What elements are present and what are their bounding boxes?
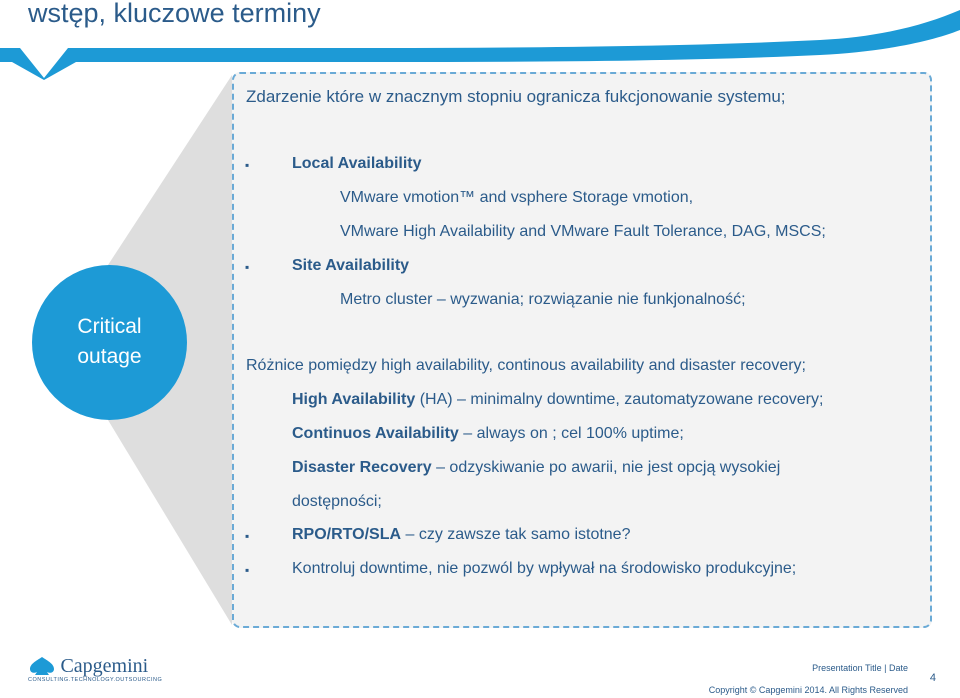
local-availability-heading: Local Availability xyxy=(292,155,422,172)
rpo-desc: – czy zawsze tak samo istotne? xyxy=(401,526,631,543)
ha-desc: (HA) – minimalny downtime, zautomatyzowane recovery; xyxy=(415,391,824,408)
rpo-term: RPO/RTO/SLA xyxy=(292,526,402,543)
site-availability-item-1: Metro cluster – wyzwania; rozwiązanie nie funkjonalność; xyxy=(340,291,746,308)
ha-term: High Availability xyxy=(292,391,416,408)
dr-term: Disaster Recovery xyxy=(292,459,432,476)
ca-desc: – always on ; cel 100% uptime; xyxy=(458,425,684,442)
spade-logo-icon xyxy=(28,655,56,675)
ca-definition xyxy=(292,425,684,443)
dr-definition-continued: dostępności; xyxy=(292,493,382,510)
badge-line-1: Critical xyxy=(77,315,142,338)
intro-text: Zdarzenie które w znacznym stopniu ogranicza fukcjonowanie systemu; xyxy=(246,87,786,106)
local-availability-item-2: VMware High Availability and VMware Fault Tolerance, DAG, MSCS; xyxy=(340,223,826,240)
page-number: 4 xyxy=(929,672,936,684)
ca-term: Continuos Availability xyxy=(292,425,459,442)
dr-definition xyxy=(292,459,780,477)
local-availability-item-1: VMware vmotion™ and vsphere Storage vmotion, xyxy=(340,189,694,206)
page-title: wstęp, kluczowe terminy xyxy=(28,0,321,28)
site-availability-heading: Site Availability xyxy=(292,257,410,274)
differences-text: Różnice pomiędzy high availability, continous availability and disaster recovery; xyxy=(246,357,806,374)
bullet-icon: ▪ xyxy=(245,260,250,274)
brand-tagline: CONSULTING.TECHNOLOGY.OUTSOURCING xyxy=(28,677,163,683)
rpo-question xyxy=(292,526,630,544)
capgemini-logo xyxy=(28,655,162,683)
brand-name: Capgemini xyxy=(60,655,149,677)
badge-line-2: outage xyxy=(77,345,142,368)
critical-outage-badge xyxy=(32,265,187,420)
copyright-text: Copyright © Capgemini 2014. All Rights Reserved xyxy=(708,685,908,695)
control-downtime-text: Kontroluj downtime, nie pozwól by wpływał na środowisko produkcyjne; xyxy=(292,560,797,577)
bullet-icon: ▪ xyxy=(245,529,250,543)
dr-desc: – odzyskiwanie po awarii, nie jest opcją wysokiej xyxy=(431,459,781,476)
bullet-icon: ▪ xyxy=(245,158,250,172)
footer-info xyxy=(709,660,908,698)
ha-definition xyxy=(292,391,823,409)
bullet-icon: ▪ xyxy=(245,563,250,577)
presentation-info: Presentation Title | Date xyxy=(812,663,908,673)
